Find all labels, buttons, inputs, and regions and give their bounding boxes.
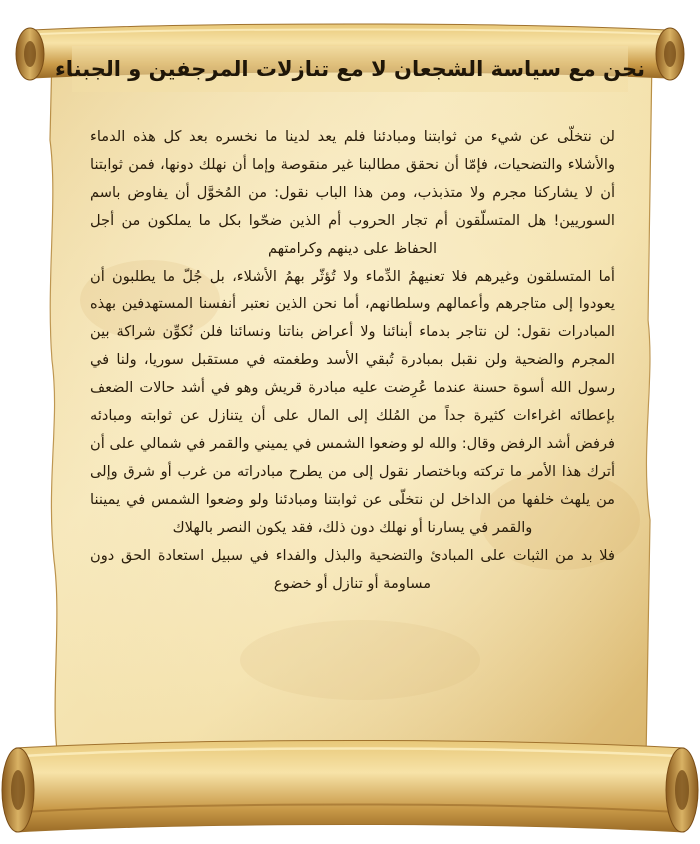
page-title: نحن مع سياسة الشجعان لا مع تنازلات المرجفين و الجبناء	[55, 57, 645, 81]
bottom-roll	[2, 741, 698, 833]
article-body	[90, 123, 615, 723]
paragraph: أما المتسلقون وغيرهم فلا تعنيهمُ الدِّماء ولا تُؤثّر بهمُ الأشلاء، بل جُلّ ما يطلبون أن يعودوا إلى متاجرهم وأعمالهم وسلطانهم، أما نحن الذين نعتبر أنفسنا المستهدفين بهذه المبادرات نقول: لن نتاجر بدماء أبنائنا ولا أعراض بناتنا ونسائنا فلن نُكوِّن شراكة بين المجرم والضحية ولن نقبل بمبادرة تُبقي الأسد وطغمته في مستقبل سوريا، ولنا في رسول الله أسوة حسنة عندما عُرِضت عليه مبادرة قريش وهو في أشد حالات الضعف بإعطائه اغراءات كثيرة جداً من المُلك إلى المال على أن يتنازل عن ثوابته ومبادئه فرفض أشد الرفض وقال: والله لو وضعوا الشمس في يميني والقمر في شمالي على أن أترك هذا الأمر ما تركته وباختصار نقول إلى من يطرح مبادراته من غرب أو شرق وإلى من يلهث خلفها من الداخل لن نتخلّى عن ثوابتنا ومبادئنا ولو وضعوا الشمس في يميننا والقمر في يسارنا أو نهلك دون ذلك، فقد يكون النصر بالهلاك	[90, 267, 615, 536]
paragraph: لن نتخلّى عن شيء من ثوابتنا ومبادئنا فلم يعد لدينا ما نخسره بعد كل هذه الدماء والأشلاء والتضحيات، فإمّا أن نحقق مطالبنا غير منقوصة وإما أن نهلك دونها، فمن ثوابتنا أن لا يشاركنا مجرم ولا متذبذب، ومن هذا الباب نقول: من المُخوَّل أن يفاوض باسم السوريين! هل المتسلّقون أم تجار الحروب أم الذين ضحّوا بكل ما يملكون من أجل الحفاظ على دينهم وكرامتهم	[90, 128, 615, 257]
paragraph: فلا بد من الثبات على المبادئ والتضحية والبذل والفداء في سبيل استعادة الحق دون مساومة أو تنازل أو خضوع	[90, 546, 615, 592]
